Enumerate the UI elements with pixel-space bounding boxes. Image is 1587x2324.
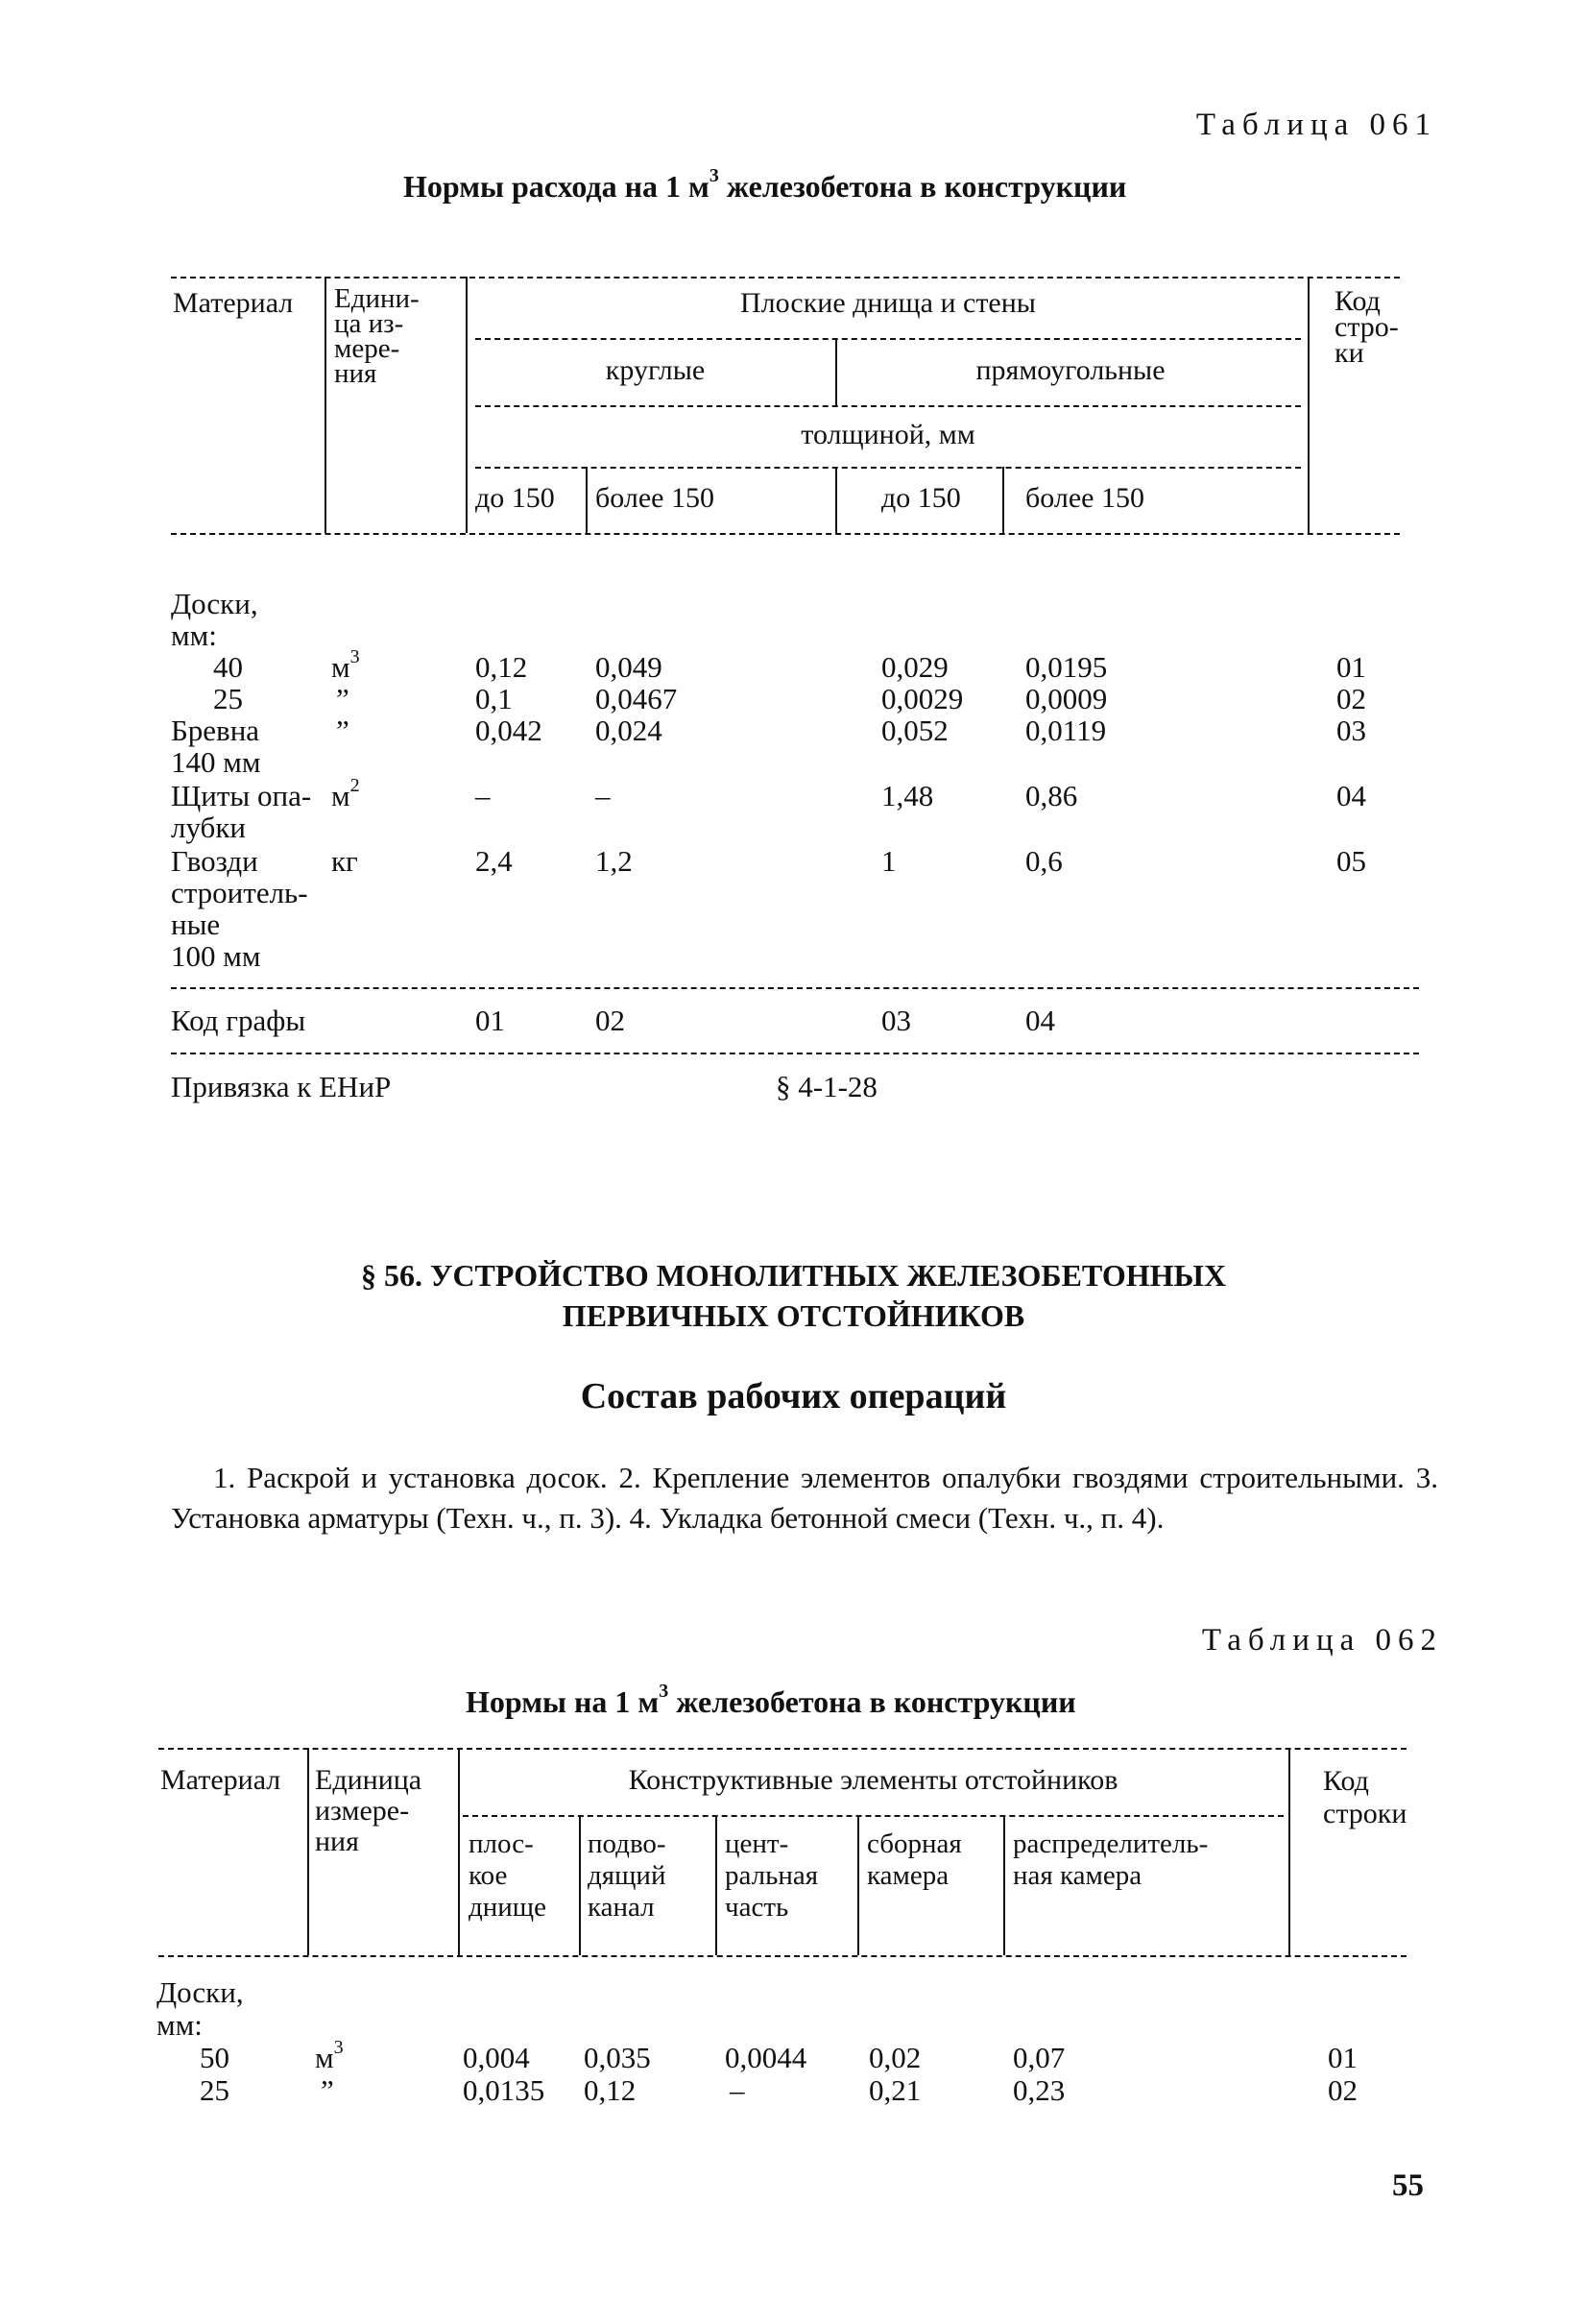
table-061-column-code-1: 01 — [475, 1004, 505, 1037]
table-062-hdr-distribution-chamber: распределитель- ная камера — [1013, 1828, 1209, 1891]
table-061-row-3-c2: 0,0467 — [595, 682, 678, 715]
table-061-row-4-unit: ” — [336, 714, 349, 747]
table-061-row-8-code: 05 — [1336, 844, 1366, 878]
table-061-hdr-thickness: толщиной, мм — [801, 419, 975, 450]
table-061-row-3-code: 02 — [1336, 682, 1366, 715]
table-062-hdr-central-part: цент- ральная часть — [725, 1828, 819, 1923]
table-061-row-3-c3: 0,0029 — [881, 682, 964, 715]
table-061-hdr-material: Материал — [173, 287, 294, 319]
table-061-hdr-round: круглые — [605, 354, 706, 386]
table-061-row-3-c4: 0,0009 — [1025, 682, 1108, 715]
table-061-row-2-code: 01 — [1336, 650, 1366, 684]
table-061-top-rule — [171, 277, 1400, 278]
table-061-binding-value: § 4-1-28 — [776, 1070, 878, 1103]
table-061-label: Таблица 061 — [1195, 108, 1437, 142]
table-061-row-9-material: строитель- — [171, 876, 308, 909]
table-061-row-5-material: 140 мм — [171, 745, 261, 779]
table-061-row-8-unit: кг — [331, 844, 358, 878]
table-061-row-6-code: 04 — [1336, 779, 1366, 812]
table-061-header-bottom-rule — [171, 533, 1400, 535]
table-061-rule-flat — [475, 338, 1301, 340]
table-062-vline-unit — [307, 1748, 309, 1955]
table-062-row-2-c3: 0,0044 — [725, 2041, 807, 2074]
table-061-column-code-4: 04 — [1025, 1004, 1055, 1037]
table-061-vline-a — [586, 467, 588, 533]
table-061-row-2-unit-text: м — [331, 650, 350, 684]
table-062-row-2-unit-sup: 3 — [333, 2036, 344, 2058]
table-061-vline-flat — [466, 277, 468, 533]
table-062-vline-elements — [458, 1748, 460, 1955]
section-heading-line-1: § 56. УСТРОЙСТВО МОНОЛИТНЫХ ЖЕЛЕЗОБЕТОННЫХ — [360, 1258, 1227, 1293]
table-062-row-2-material: 50 — [200, 2041, 229, 2074]
table-061-vline-c — [1002, 467, 1004, 533]
table-061-row-2-unit — [331, 645, 360, 684]
table-061-vline-unit — [325, 277, 326, 533]
table-061-row-6-unit-sup: 2 — [349, 774, 360, 796]
table-061-title — [403, 165, 1127, 205]
table-062-row-3-c2: 0,12 — [584, 2073, 637, 2107]
table-062-hdr-supply-channel: подво- дящий канал — [588, 1828, 666, 1923]
table-062-row-2-c5: 0,07 — [1013, 2041, 1066, 2074]
table-062-row-3-material: 25 — [200, 2073, 229, 2107]
table-061-row-6-unit-text: м — [331, 779, 350, 812]
table-062-hdr-flat-bottom: плос- кое днище — [469, 1828, 546, 1923]
table-062-hdr-unit: Единица измере- ния — [315, 1764, 422, 1857]
table-061-row-6-c4: 0,86 — [1025, 779, 1078, 812]
table-061-hdr-unit: Едини- ца из- мере- ния — [334, 283, 420, 389]
table-061-row-4-material: Бревна — [171, 714, 260, 747]
table-061-row-8-c4: 0,6 — [1025, 844, 1063, 878]
table-061-hdr-upto150-a: до 150 — [475, 482, 555, 514]
table-061-title-suffix: железобетона в конструкции — [718, 169, 1127, 204]
table-061-title-sup: 3 — [709, 165, 719, 187]
table-062-rule-elements — [463, 1815, 1284, 1817]
table-061-row-8-material: Гвозди — [171, 844, 258, 878]
table-062-row-2-c2: 0,035 — [584, 2041, 651, 2074]
table-061-row-6-c2: – — [595, 779, 611, 812]
table-061-row-4-c1: 0,042 — [475, 714, 542, 747]
table-062-label: Таблица 062 — [1201, 1623, 1443, 1658]
table-062-title-prefix: Нормы на 1 м — [466, 1684, 660, 1719]
table-062-row-3-code: 02 — [1328, 2073, 1358, 2107]
table-061-vline-shape — [835, 338, 837, 405]
table-061-row-6-material: Щиты опа- — [171, 779, 312, 812]
table-061-hdr-over150-a: более 150 — [595, 482, 714, 514]
table-062-header-bottom-rule — [158, 1955, 1407, 1957]
table-061-vline-code — [1308, 277, 1310, 533]
table-062-title — [466, 1681, 1076, 1720]
table-062-row-2-code: 01 — [1328, 2041, 1358, 2074]
table-062-row-0-material: Доски, — [156, 1975, 244, 2009]
table-061-row-2-material: 40 — [213, 650, 243, 684]
table-061-body-bottom-rule — [171, 987, 1419, 989]
table-061-column-code-3: 03 — [881, 1004, 911, 1037]
table-061-hdr-upto150-b: до 150 — [881, 482, 961, 514]
table-062-title-suffix: железобетона в конструкции — [668, 1684, 1076, 1719]
table-061-binding-label: Привязка к ЕНиР — [171, 1070, 392, 1103]
table-061-row-4-c3: 0,052 — [881, 714, 949, 747]
section-paragraph: 1. Раскрой и установка досок. 2. Крепление элементов опалубки гвоздями строительными. 3. Установка арматуры (Техн. ч., п. 3). 4. Укладка бетонной смеси (Техн. ч., п. 4). — [171, 1461, 1438, 1535]
table-062-top-rule — [158, 1748, 1407, 1750]
table-061-row-2-c2: 0,049 — [595, 650, 662, 684]
table-061-row-8-c1: 2,4 — [475, 844, 513, 878]
table-061-hdr-rect: прямоугольные — [975, 354, 1166, 386]
table-061-row-8-c3: 1 — [881, 844, 897, 878]
table-061-row-0-material: Доски, — [171, 587, 258, 620]
table-062-row-2-unit — [315, 2036, 344, 2074]
table-061-row-3-material: 25 — [213, 682, 243, 715]
table-062-row-3-unit: ” — [321, 2073, 334, 2107]
table-061-rule-thickness — [475, 467, 1301, 469]
table-061-row-4-c4: 0,0119 — [1025, 714, 1107, 747]
table-061-row-2-c1: 0,12 — [475, 650, 528, 684]
table-061-rule-shape — [475, 405, 1301, 407]
table-061-hdr-over150-b: более 150 — [1025, 482, 1144, 514]
table-062-row-3-c4: 0,21 — [869, 2073, 922, 2107]
table-062-hdr-collecting-chamber: сборная камера — [867, 1828, 962, 1891]
table-062-title-sup: 3 — [659, 1681, 669, 1703]
table-061-row-1-material: мм: — [171, 618, 217, 652]
table-061-row-6-c1: – — [475, 779, 491, 812]
table-061-row-4-c2: 0,024 — [595, 714, 662, 747]
table-061-row-6-unit — [331, 774, 360, 812]
table-062-vline-d — [1003, 1815, 1005, 1955]
section-heading-line-2: ПЕРВИЧНЫХ ОТСТОЙНИКОВ — [562, 1298, 1025, 1333]
table-062-hdr-code: Код строки — [1323, 1765, 1407, 1829]
table-061-row-6-c3: 1,48 — [881, 779, 934, 812]
table-062-hdr-elements: Конструктивные элементы отстойников — [628, 1764, 1118, 1796]
table-061-hdr-code: Код стро- ки — [1335, 285, 1399, 369]
table-061-row-10-material: ные — [171, 908, 221, 941]
table-061-column-code-label: Код графы — [171, 1004, 306, 1037]
table-062-vline-b — [715, 1815, 717, 1955]
table-062-row-3-c5: 0,23 — [1013, 2073, 1066, 2107]
table-061-row-2-c4: 0,0195 — [1025, 650, 1108, 684]
table-061-row-2-c3: 0,029 — [881, 650, 949, 684]
table-062-row-2-unit-text: м — [315, 2041, 334, 2074]
table-061-row-3-c1: 0,1 — [475, 682, 513, 715]
table-061-row-7-material: лубки — [171, 811, 246, 844]
table-062-row-3-c1: 0,0135 — [463, 2073, 545, 2107]
table-061-row-4-code: 03 — [1336, 714, 1366, 747]
table-061-row-8-c2: 1,2 — [595, 844, 633, 878]
section-subheading: Состав рабочих операций — [580, 1376, 1007, 1416]
table-062-row-2-c1: 0,004 — [463, 2041, 530, 2074]
table-062-vline-c — [857, 1815, 859, 1955]
table-061-hdr-flat: Плоские днища и стены — [740, 287, 1036, 319]
table-062-vline-code — [1288, 1748, 1290, 1955]
table-062-hdr-material: Материал — [160, 1764, 281, 1796]
table-061-row-11-material: 100 мм — [171, 939, 261, 973]
table-062-row-1-material: мм: — [156, 2008, 203, 2042]
page-number: 55 — [1392, 2168, 1424, 2203]
table-061-vline-b — [835, 467, 837, 533]
table-061-title-prefix: Нормы расхода на 1 м — [403, 169, 709, 204]
table-062-row-3-c3: – — [730, 2073, 745, 2107]
table-062-vline-a — [579, 1815, 581, 1955]
table-061-code-bottom-rule — [171, 1053, 1419, 1054]
table-061-row-3-unit: ” — [336, 682, 349, 715]
table-061-row-2-unit-sup: 3 — [349, 645, 360, 667]
table-061-column-code-2: 02 — [595, 1004, 625, 1037]
table-062-row-2-c4: 0,02 — [869, 2041, 922, 2074]
